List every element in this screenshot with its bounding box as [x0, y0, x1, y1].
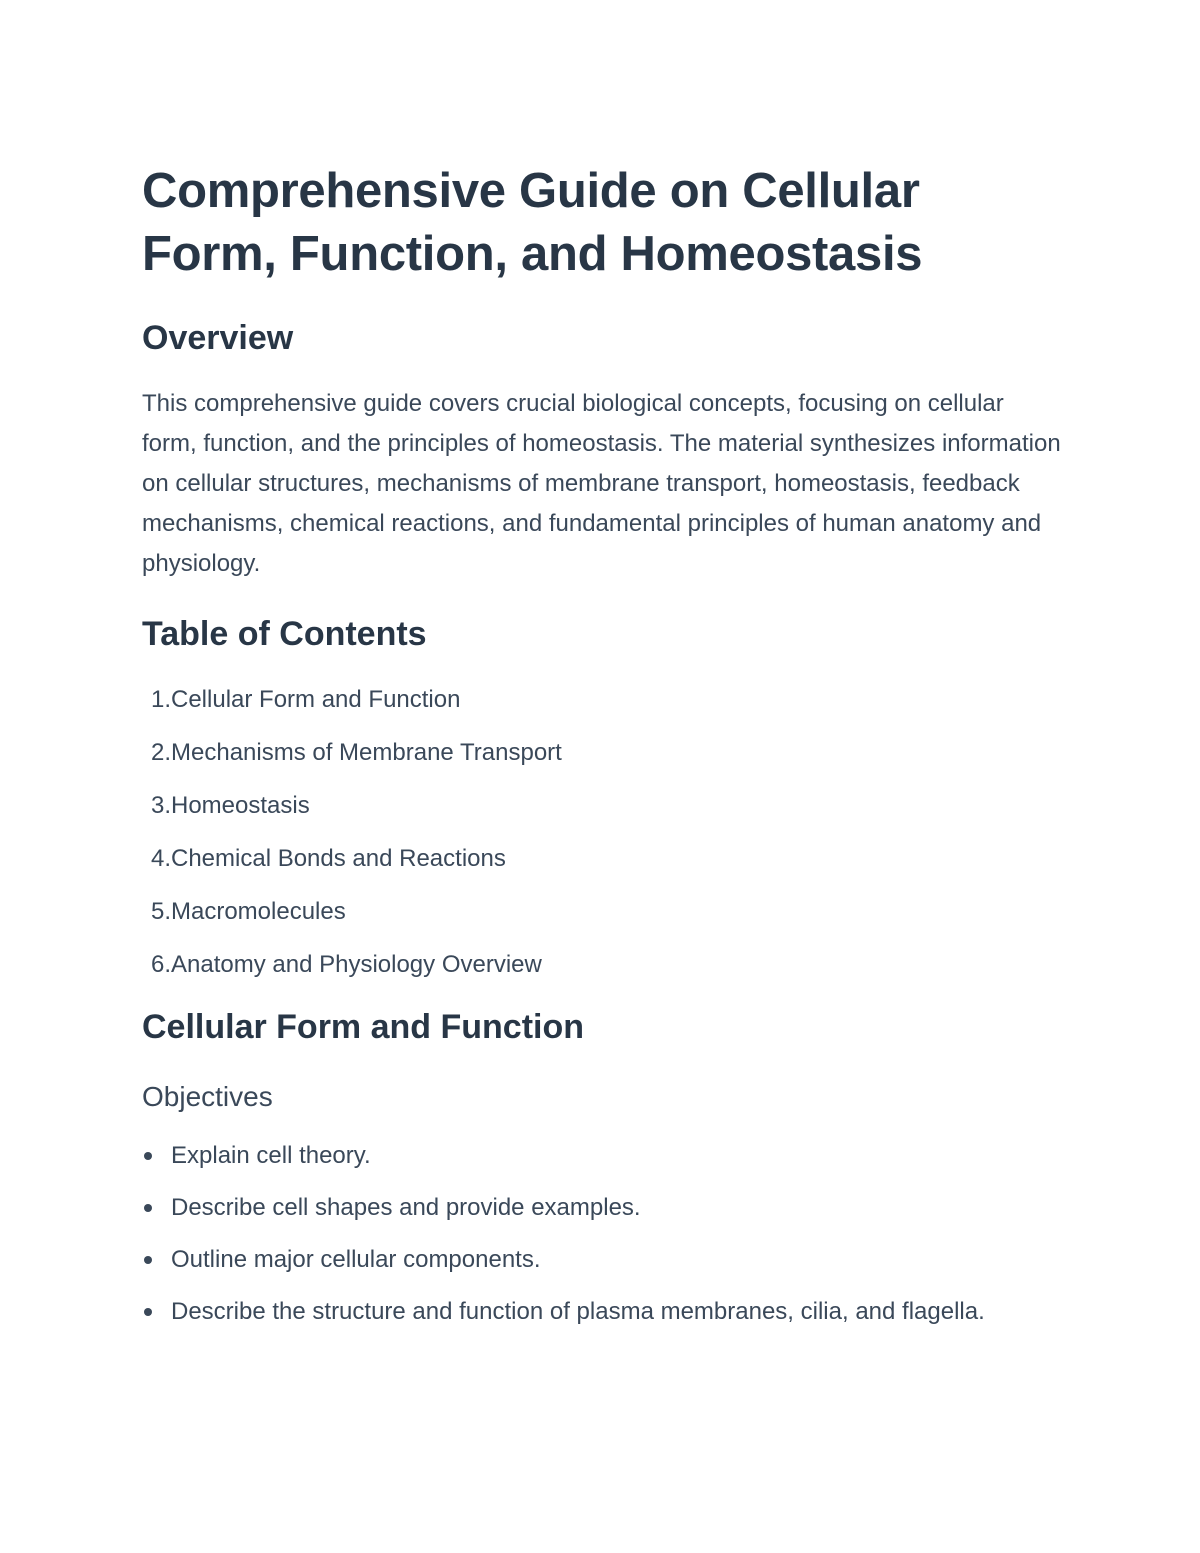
overview-paragraph: This comprehensive guide covers crucial biological concepts, focusing on cellular form, function, and the principles of homeostasis. The material synthesizes information on cellular structures, mechanisms of membrane transport, homeostasis, feedback mechanisms, chemical reactions, and fundamental principles of human anatomy and physiology.	[142, 390, 1061, 577]
toc-item-label: Anatomy and Physiology Overview	[171, 951, 542, 978]
list-item	[142, 1137, 1062, 1175]
table-of-contents	[142, 683, 1062, 981]
toc-heading: Table of Contents	[142, 615, 427, 653]
toc-item-number: 3.	[150, 792, 171, 819]
toc-item	[142, 683, 1062, 716]
bullet-icon	[142, 1293, 171, 1331]
bullet-icon	[142, 1241, 171, 1279]
objective-text: Explain cell theory.	[171, 1142, 371, 1169]
toc-item-number: 5.	[150, 898, 171, 925]
toc-item	[142, 948, 1062, 981]
toc-item-label: Macromolecules	[171, 898, 346, 925]
objective-text: Outline major cellular components.	[171, 1246, 541, 1273]
bullet-icon	[142, 1137, 171, 1175]
toc-item	[142, 895, 1062, 928]
objective-text: Describe cell shapes and provide examples.	[171, 1194, 641, 1221]
objective-text: Describe the structure and function of plasma membranes, cilia, and flagella.	[171, 1298, 985, 1325]
objectives-list	[142, 1137, 1062, 1331]
toc-item-number: 6.	[150, 951, 171, 978]
document-title: Comprehensive Guide on Cellular Form, Function, and Homeostasis	[142, 164, 923, 281]
list-item	[142, 1189, 1062, 1227]
objectives-heading: Objectives	[142, 1081, 273, 1112]
toc-item	[142, 736, 1062, 769]
toc-item-label: Chemical Bonds and Reactions	[171, 845, 506, 872]
overview-heading: Overview	[142, 319, 294, 357]
document-page	[142, 160, 1062, 1345]
list-item	[142, 1241, 1062, 1279]
toc-item	[142, 789, 1062, 822]
bullet-icon	[142, 1189, 171, 1227]
toc-item	[142, 842, 1062, 875]
toc-item-label: Mechanisms of Membrane Transport	[171, 739, 562, 766]
list-item	[142, 1293, 1062, 1331]
toc-item-number: 4.	[150, 845, 171, 872]
section-heading-cellular-form: Cellular Form and Function	[142, 1008, 585, 1046]
toc-item-number: 2.	[150, 739, 171, 766]
toc-item-number: 1.	[150, 686, 171, 713]
toc-item-label: Homeostasis	[171, 792, 310, 819]
toc-item-label: Cellular Form and Function	[171, 686, 461, 713]
